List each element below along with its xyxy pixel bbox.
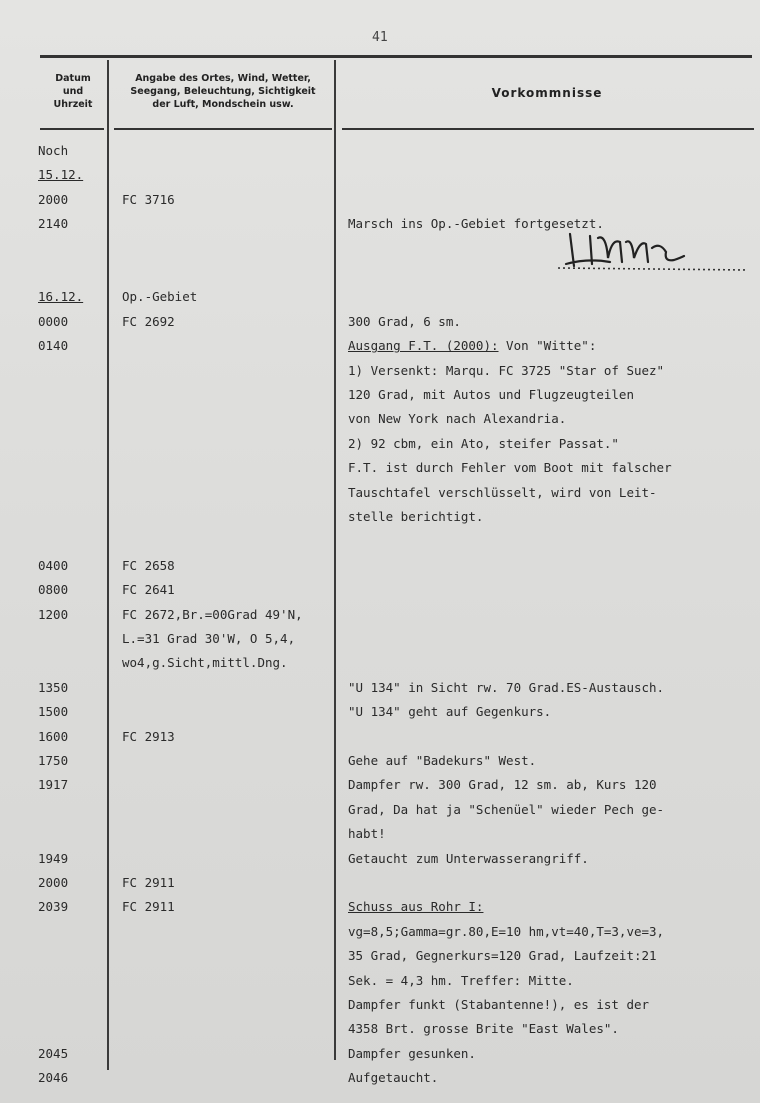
row-date: 1200 (38, 606, 69, 622)
row-date: Noch (38, 143, 69, 158)
header-bottom-rule-date (40, 128, 104, 130)
row-date: 2046 (38, 1070, 69, 1086)
header-date-line: und (62, 86, 84, 97)
row-event: habt! (348, 826, 386, 842)
row-event: Gehe auf "Badekurs" West. (348, 753, 537, 768)
column-rule-2 (334, 60, 336, 1060)
row-date: 1750 (38, 753, 69, 768)
row-position: Op.-Gebiet (122, 289, 198, 305)
row-position: FC 2658 (122, 557, 175, 573)
row-date: 16.12. (38, 289, 84, 305)
row-date: 15.12. (38, 167, 84, 183)
row-position: FC 2911 (122, 875, 175, 890)
row-event: 4358 Brt. grosse Brite "East Wales". (348, 1021, 619, 1037)
row-position: wo4,g.Sicht,mittl.Dng. (122, 655, 288, 671)
row-event: von New York nach Alexandria. (348, 411, 567, 427)
row-event: Sek. = 4,3 hm. Treffer: Mitte. (348, 972, 574, 988)
row-event: F.T. ist durch Fehler vom Boot mit falscher (348, 460, 672, 476)
row-event: Tauschtafel verschlüsselt, wird von Leit- (348, 484, 657, 500)
row-event: "U 134" geht auf Gegenkurs. (348, 704, 552, 720)
row-date: 2000 (38, 191, 69, 207)
row-position: FC 2641 (122, 582, 175, 598)
row-date: 0140 (38, 338, 69, 354)
row-event: 300 Grad, 6 sm. (348, 313, 461, 329)
row-date: 1600 (38, 728, 69, 744)
row-event: 35 Grad, Gegnerkurs=120 Grad, Laufzeit:21 (348, 948, 657, 964)
header-bottom-rule-events (342, 128, 754, 130)
row-event: Dampfer rw. 300 Grad, 12 sm. ab, Kurs 120 (348, 777, 657, 793)
header-place-line: Seegang, Beleuchtung, Sichtigkeit (130, 86, 316, 97)
row-date: 2039 (38, 899, 69, 915)
row-event: Dampfer funkt (Stabantenne!), es ist der (348, 997, 650, 1012)
row-event: vg=8,5;Gamma=gr.80,E=10 hm,vt=40,T=3,ve=3, (348, 923, 665, 939)
row-position: FC 2692 (122, 313, 175, 329)
row-date: 1949 (38, 850, 69, 866)
row-position: FC 2913 (122, 728, 175, 744)
header-place-column (112, 72, 334, 111)
column-rule-1 (107, 60, 109, 1070)
row-event: Getaucht zum Unterwasserangriff. (348, 850, 589, 866)
signature (548, 228, 748, 274)
row-date: 2140 (38, 216, 69, 232)
row-date: 1917 (38, 777, 69, 793)
row-position: FC 2911 (122, 899, 175, 915)
header-date-line: Uhrzeit (53, 99, 93, 110)
row-event: Schuss aus Rohr I: (348, 899, 484, 915)
row-date: 0800 (38, 582, 69, 598)
header-events-column: Vorkommnisse (491, 86, 603, 100)
header-place-line: der Luft, Mondschein usw. (152, 99, 294, 110)
row-position: FC 2672,Br.=00Grad 49'N, (122, 606, 303, 622)
row-date: 0400 (38, 557, 69, 573)
header-date-column (40, 72, 106, 111)
header-top-rule (40, 55, 752, 58)
row-event: stelle berichtigt. (348, 509, 484, 524)
row-position: L.=31 Grad 30'W, O 5,4, (122, 631, 296, 646)
row-event: 120 Grad, mit Autos und Flugzeugteilen (348, 387, 634, 402)
page-number: 41 (372, 30, 388, 45)
header-place-line: Angabe des Ortes, Wind, Wetter, (135, 73, 311, 84)
row-date: 2045 (38, 1045, 69, 1061)
row-event: Ausgang F.T. (2000): Von "Witte": (348, 338, 597, 354)
row-position: FC 3716 (122, 191, 175, 207)
row-date: 0000 (38, 313, 69, 329)
row-date: 2000 (38, 875, 69, 890)
header-date-line: Datum (55, 73, 91, 84)
row-event: Grad, Da hat ja "Schenüel" wieder Pech ge- (348, 801, 665, 817)
row-date: 1500 (38, 704, 69, 720)
row-event: 2) 92 cbm, ein Ato, steifer Passat." (348, 435, 619, 451)
row-event: Marsch ins Op.-Gebiet fortgesetzt. (348, 216, 604, 232)
row-event: Dampfer gesunken. (348, 1045, 476, 1061)
row-event: Aufgetaucht. (348, 1070, 439, 1086)
row-date: 1350 (38, 679, 69, 695)
header-bottom-rule-place (114, 128, 332, 130)
row-event: "U 134" in Sicht rw. 70 Grad.ES-Austausch. (348, 679, 665, 695)
row-event: 1) Versenkt: Marqu. FC 3725 "Star of Suez" (348, 362, 665, 378)
